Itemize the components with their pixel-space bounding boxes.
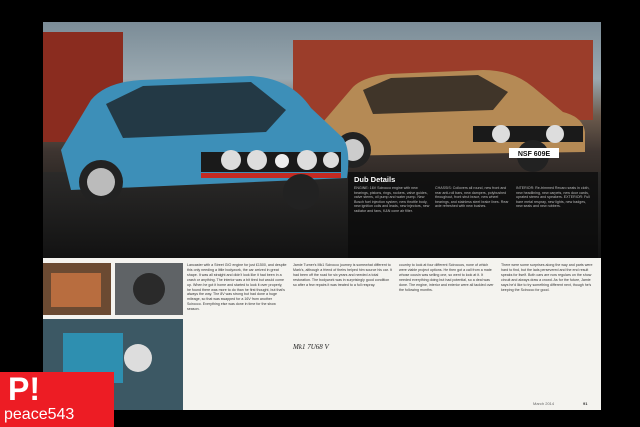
magazine-spread — [43, 22, 601, 410]
article-column-1: Lancaster with a Street GIO engine for just £1500, and despite this only needing a little bodywork, the car arrived in great shape. It was all straight and didn't look like it had been in a crash or anything. The interior was a bit tired but would come up. When he got it home and started to look it over properly, he found there was more to do than he first thought, but that's always the way. The 8V was strong but had done a huge mileage, so that was swapped for a 16V from another Scirocco. Everything else was done in time for the show season. — [187, 263, 287, 312]
watermark-logo-bottom: peace543 — [4, 406, 75, 423]
article-column-3: country to look at four different Sciroccos, none of which were viable project options. He then got a call from a mate whose cousin was selling one, so went to look at it. It needed everything doing but had potential, so a deal was done. The engine, interior and exterior were all tackled over the following months. — [399, 263, 494, 292]
hero-photo — [43, 22, 601, 258]
caption-col-3: INTERIOR: Re-trimmed Recaro seats in cloth, new headlining, new carpets, new door cards, uprated stereo and speakers. EXTERIOR: Full bare metal respray, new lights, new badges, new seals and new rubbers. — [516, 186, 590, 209]
caption-col-2: CHASSIS: Coilovers all round, new front and rear anti-roll bars, new dampers, polybushed throughout, front strut brace, new wheel bearings, and stainless steel brake lines. Rear axle refreshed with new bushes. — [435, 186, 509, 209]
gold-plate-text: NSF 609E — [517, 151, 551, 158]
blue-scirocco — [51, 60, 351, 210]
caption-title: Dub Details — [354, 175, 396, 184]
article-column-2: Jamie Turner's Mk1 Scirocco journey is somewhat different to Mark's, although a friend of theirs helped him source his car. It had been off the road for six years and needed a total restoration. The bodywork was in surprisingly good condition so after a few repairs it was treated to a full respray. — [293, 263, 392, 287]
watermark-logo — [0, 372, 114, 427]
watermark-logo-top: P! — [8, 371, 40, 407]
caption-col-1: ENGINE: 16V Scirocco engine with new bearings, pistons, rings, rockers, valve guides, valve stems, oil pump and water pump. New Bosch fuel injection system, new throttle body, new ignition coils and leads, new injectors, new radiator and fans, K&N cone air filter. — [354, 186, 430, 213]
article-column-4: There were some surprises along the way and parts were hard to find, but the lads persevered and the end result speaks for itself. Both cars are now regulars on the show circuit and always draw a crowd. As for the future, Jamie says he'd like to try something different next, though he's keeping the Scirocco for good. — [501, 263, 593, 292]
page-number: 91 — [583, 401, 588, 406]
article-subhead: Mk1 7U68 V — [293, 343, 329, 351]
issue-date: March 2014 — [533, 401, 555, 406]
dub-details-box — [348, 172, 598, 258]
